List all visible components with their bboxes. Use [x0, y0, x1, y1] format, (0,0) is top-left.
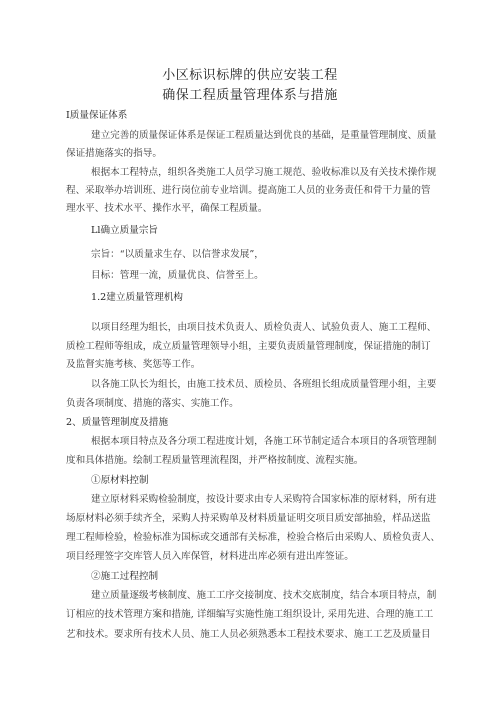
paragraph-line: 建立质量逐级考核制度、施工工序交接制度、技术交底制度，结合本项目特点，制 [91, 590, 437, 601]
paragraph-line: 根据本项目特点及各分项工程进度计划，各施工环节制定适合本项目的各项管理制 [91, 436, 437, 447]
paragraph-line: 建立完善的质量保证体系是保证工程质量达到优良的基础，是重量管理制度、质量 [91, 130, 437, 141]
paragraph-line: 质检工程师等组成，成立质量管理领导小组，主要负责质量管理制度，保证措施的制订 [66, 341, 431, 352]
paragraph-line: 保证措施落实的指导。 [66, 148, 162, 159]
paragraph-line: 程、采取举办培训班、进行岗位前专业培训。提高施工人员的业务责任和骨干力量的管 [66, 185, 431, 196]
document-title-line-2: 确保工程质量管理体系与措施 [162, 88, 338, 103]
paragraph-line: 根据本工程特点，组织各类施工人员学习施工规范、验收标准以及有关技术操作规 [91, 167, 437, 178]
section-heading-2: 2、质量管理制度及措施 [66, 417, 169, 428]
paragraph-line: 以各施工队长为组长，由施工技术员、质检员、各班组长组成质量管理小组，主要 [91, 379, 437, 390]
paragraph-line: 及监督实施考核、奖惩等工作。 [66, 359, 201, 370]
subsection-heading-process: ②施工过程控制 [91, 571, 159, 582]
paragraph-line: 建立原材料采购检验制度，按设计要求由专人采购符合国家标准的原材料，所有进 [91, 494, 437, 505]
paragraph-line: 项目经理签字交库管人员入库保管，材料进出库必须有进出库签证。 [66, 551, 354, 562]
subsection-heading-1-2: 1.2建立质量管理机构 [91, 292, 184, 303]
paragraph-line: 宗旨：“以质量求生存、以信誉求发展”， [91, 249, 264, 260]
paragraph-line: 理水平、技术水平、操作水平，确保工程质量。 [66, 203, 268, 214]
subsection-heading-1-1: Ll确立质量宗旨 [91, 225, 159, 236]
paragraph-line: 目标：管理一流，质量优良、信誉至上。 [91, 270, 264, 281]
paragraph-line: 以项目经理为组长，由项目技术负责人、质检负责人、试验负责人、施工工程师、 [91, 322, 437, 333]
subsection-heading-material: ①原材料控制 [91, 475, 149, 486]
paragraph-line: 度和具体措施。绘制工程质量管理流程图，并严格按制度、流程实施。 [66, 455, 364, 466]
paragraph-line: 负责各项制度、措施的落实、实施工作。 [66, 398, 239, 409]
section-heading-1: I质量保证体系 [66, 110, 128, 121]
paragraph-line: 艺和技术。要求所有技术人员、施工人员必须熟悉本工程技术要求、施工工艺及质量目 [66, 629, 431, 640]
paragraph-line: 理工程师检验，检验标准为国标或交通部有关标准，检验合格后由采购人、质检负责人、 [66, 532, 441, 543]
paragraph-line: 场原材料必须手续齐全，采购人持采购单及材料质量证明交项目质安部抽验，样品送监 [66, 513, 431, 524]
document-title-line-1: 小区标识标牌的供应安装工程 [162, 68, 338, 83]
paragraph-line: 订相应的技术管理方案和措施, 详细编写实施性施工组织设计, 采用先进、合理的施工工 [66, 609, 434, 620]
